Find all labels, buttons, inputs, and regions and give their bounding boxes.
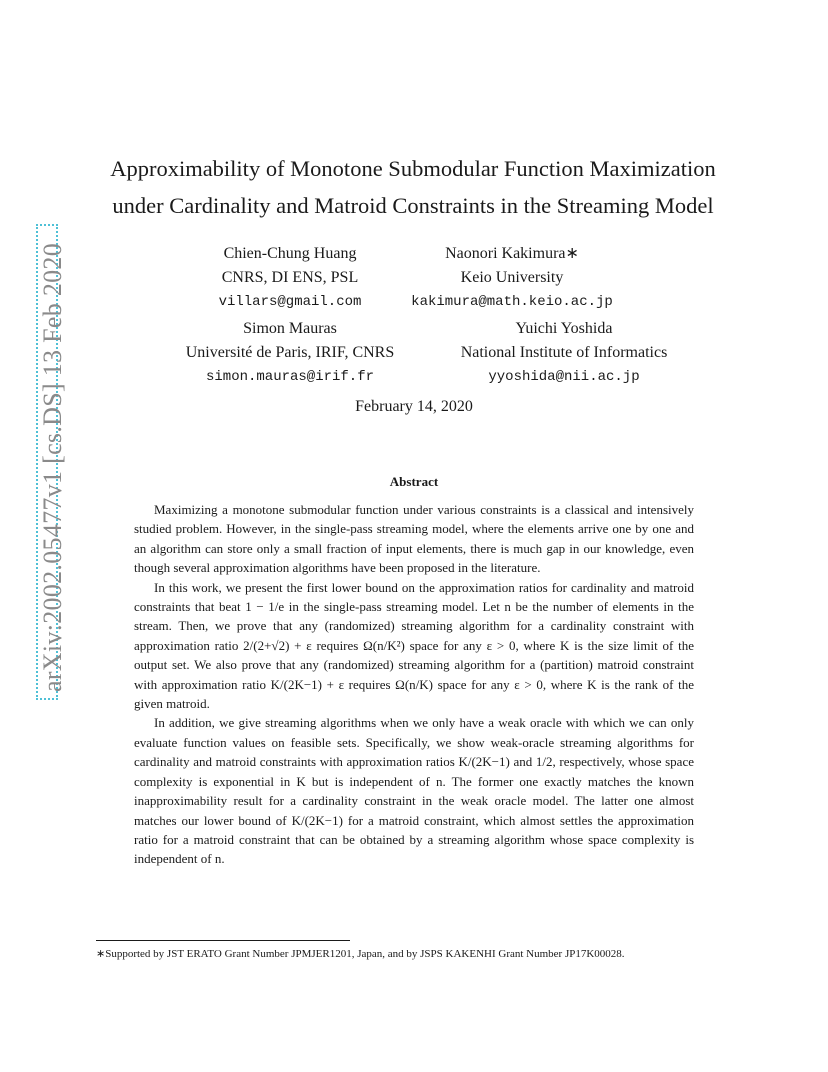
footnote-rule bbox=[96, 940, 350, 941]
author-block-kakimura bbox=[382, 242, 642, 314]
abstract-body bbox=[134, 500, 694, 869]
author-name: Yuichi Yoshida bbox=[515, 320, 613, 337]
author-affiliation: National Institute of Informatics bbox=[460, 344, 668, 361]
author-email[interactable]: simon.mauras@irif.fr bbox=[205, 369, 375, 385]
author-email[interactable]: villars@gmail.com bbox=[218, 294, 362, 310]
author-email[interactable]: yyoshida@nii.ac.jp bbox=[488, 369, 640, 385]
abstract-paragraph: Maximizing a monotone submodular function under various constraints is a classical and intensively studied problem. However, in the single-pass streaming model, where the elements arrive one by one and an algorithm can store only a small fraction of input elements, there is much gap in our knowledge, even though several approximation algorithms have been proposed in the literature. bbox=[134, 502, 694, 576]
author-affiliation: CNRS, DI ENS, PSL bbox=[221, 269, 359, 286]
author-name: Simon Mauras bbox=[243, 320, 337, 337]
author-name: Naonori Kakimura∗ bbox=[445, 245, 579, 262]
paper-title-line-2: under Cardinality and Matroid Constraints in the Streaming Model bbox=[112, 193, 714, 218]
paper-title-line-1: Approximability of Monotone Submodular Function Maximization bbox=[110, 156, 716, 181]
author-name: Chien-Chung Huang bbox=[223, 245, 357, 262]
publication-date: February 14, 2020 bbox=[355, 398, 473, 415]
author-affiliation: Université de Paris, IRIF, CNRS bbox=[185, 344, 395, 361]
author-block-yoshida bbox=[419, 317, 709, 389]
author-block-mauras bbox=[150, 317, 430, 389]
abstract-paragraph: In addition, we give streaming algorithms when we only have a weak oracle with which we can only evaluate function values on feasible sets. Specifically, we show weak-oracle streaming algorithms for cardinality and matroid constraints with approximation ratios K/(2K−1) and 1/2, respectively, whose space complexity is exponential in K but is independent of n. The former one exactly matches the known inapproximability result for a cardinality constraint in the weak oracle model. The latter one almost matches our lower bound of K/(2K−1) for a matroid constraint, which almost settles the approximation ratio for a matroid constraint that can be obtained by a streaming algorithm whose space complexity is independent of n. bbox=[134, 715, 694, 867]
footnote: ∗Supported by JST ERATO Grant Number JPMJER1201, Japan, and by JSPS KAKENHI Grant Number JP17K00028. bbox=[96, 948, 625, 960]
arxiv-stamp: arXiv:2002.05477v1 [cs.DS] 13 Feb 2020 bbox=[36, 224, 58, 700]
abstract-heading: Abstract bbox=[389, 474, 439, 489]
author-block-huang bbox=[160, 242, 420, 314]
author-affiliation: Keio University bbox=[460, 269, 564, 286]
author-email[interactable]: kakimura@math.keio.ac.jp bbox=[411, 294, 613, 310]
abstract-paragraph: In this work, we present the first lower bound on the approximation ratios for cardinality and matroid constraints that beat 1 − 1/e in the single-pass streaming model. Let n be the number of elements in the stream. Then, we prove that any (randomized) streaming algorithm for a cardinality constraint with approximation ratio 2/(2+√2) + ε requires Ω(n/K²) space for any ε > 0, where K is the size limit of the output set. We also prove that any (randomized) streaming algorithm for a (partition) matroid constraint with approximation ratio K/(2K−1) + ε requires Ω(n/K) space for any ε > 0, where K is the rank of the given matroid. bbox=[134, 579, 694, 712]
